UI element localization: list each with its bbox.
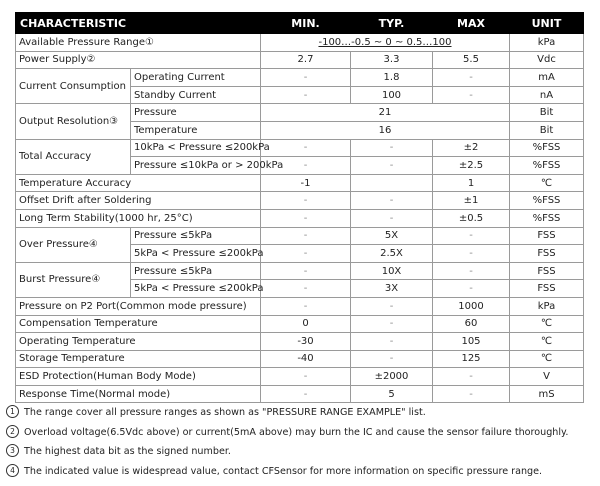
max-p2-port: 1000 xyxy=(433,297,510,315)
footnote-text-2: Overload voltage(6.5Vdc above) or current(5mA above) may burn the IC and cause the sensor failure thoroughly. xyxy=(24,426,569,438)
label-resolution-temperature: Temperature xyxy=(131,121,261,139)
footnote-number-1: 1 xyxy=(6,405,19,418)
label-total-accuracy-a: 10kPa < Pressure ≤200kPa xyxy=(131,139,261,157)
max-compensation-temperature: 60 xyxy=(433,315,510,333)
label-over-pressure-a: Pressure ≤5kPa xyxy=(131,227,261,245)
max-total-accuracy-a: ±2 xyxy=(433,139,510,157)
footnote-number-3: 3 xyxy=(6,444,19,457)
footnote-number-4: 4 xyxy=(6,464,19,477)
row-available-pressure-range xyxy=(16,34,584,52)
value-resolution-pressure: 21 xyxy=(261,104,510,122)
typ-total-accuracy-a: - xyxy=(351,139,433,157)
header-min: MIN. xyxy=(261,13,351,34)
footnote-text-1: The range cover all pressure ranges as shown as "PRESSURE RANGE EXAMPLE" list. xyxy=(24,407,426,418)
max-over-pressure-b: - xyxy=(433,245,510,263)
label-over-pressure-b: 5kPa < Pressure ≤200kPa xyxy=(131,245,261,263)
unit-burst-pressure-a: FSS xyxy=(510,262,584,280)
unit-resolution-temperature: Bit xyxy=(510,121,584,139)
typ-standby-current: 100 xyxy=(351,86,433,104)
min-operating-current: - xyxy=(261,69,351,87)
max-burst-pressure-b: - xyxy=(433,280,510,298)
min-temperature-accuracy: -1 xyxy=(261,174,351,192)
min-p2-port: - xyxy=(261,297,351,315)
label-response-time: Response Time(Normal mode) xyxy=(16,385,261,403)
row-operating-temperature xyxy=(16,333,584,351)
label-operating-temperature: Operating Temperature xyxy=(16,333,261,351)
typ-burst-pressure-a: 10X xyxy=(351,262,433,280)
label-burst-pressure: Burst Pressure④ xyxy=(16,262,131,297)
typ-operating-temperature: - xyxy=(351,333,433,351)
min-burst-pressure-a: - xyxy=(261,262,351,280)
min-storage-temperature: -40 xyxy=(261,350,351,368)
label-standby-current: Standby Current xyxy=(131,86,261,104)
min-esd-protection: - xyxy=(261,368,351,386)
typ-compensation-temperature: - xyxy=(351,315,433,333)
min-total-accuracy-b: - xyxy=(261,157,351,175)
max-esd-protection: - xyxy=(433,368,510,386)
table-header-row xyxy=(16,13,584,34)
min-compensation-temperature: 0 xyxy=(261,315,351,333)
max-operating-current: - xyxy=(433,69,510,87)
min-over-pressure-a: - xyxy=(261,227,351,245)
typ-burst-pressure-b: 3X xyxy=(351,280,433,298)
footnote-text-3: The highest data bit as the signed number. xyxy=(24,446,231,457)
label-total-accuracy: Total Accuracy xyxy=(16,139,131,174)
typ-power-supply: 3.3 xyxy=(351,51,433,69)
unit-storage-temperature: ℃ xyxy=(510,350,584,368)
typ-over-pressure-b: 2.5X xyxy=(351,245,433,263)
min-total-accuracy-a: - xyxy=(261,139,351,157)
label-compensation-temperature: Compensation Temperature xyxy=(16,315,261,333)
min-burst-pressure-b: - xyxy=(261,280,351,298)
label-output-resolution: Output Resolution③ xyxy=(16,104,131,139)
max-standby-current: - xyxy=(433,86,510,104)
max-burst-pressure-a: - xyxy=(433,262,510,280)
label-power-supply: Power Supply② xyxy=(16,51,261,69)
unit-operating-temperature: ℃ xyxy=(510,333,584,351)
unit-esd-protection: V xyxy=(510,368,584,386)
unit-over-pressure-a: FSS xyxy=(510,227,584,245)
unit-standby-current: nA xyxy=(510,86,584,104)
row-offset-drift xyxy=(16,192,584,210)
unit-total-accuracy-a: %FSS xyxy=(510,139,584,157)
min-over-pressure-b: - xyxy=(261,245,351,263)
row-resolution-pressure xyxy=(16,104,584,122)
min-response-time: - xyxy=(261,385,351,403)
value-available-pressure-range: -100…-0.5 ~ 0 ~ 0.5…100 xyxy=(261,34,510,52)
label-available-pressure-range: Available Pressure Range① xyxy=(16,34,261,52)
unit-p2-port: kPa xyxy=(510,297,584,315)
label-temperature-accuracy: Temperature Accuracy xyxy=(16,174,261,192)
typ-p2-port: - xyxy=(351,297,433,315)
unit-operating-current: mA xyxy=(510,69,584,87)
label-resolution-pressure: Pressure xyxy=(131,104,261,122)
typ-temperature-accuracy xyxy=(351,174,433,192)
unit-temperature-accuracy: ℃ xyxy=(510,174,584,192)
typ-response-time: 5 xyxy=(351,385,433,403)
max-operating-temperature: 105 xyxy=(433,333,510,351)
typ-storage-temperature: - xyxy=(351,350,433,368)
typ-esd-protection: ±2000 xyxy=(351,368,433,386)
unit-resolution-pressure: Bit xyxy=(510,104,584,122)
header-max: MAX xyxy=(433,13,510,34)
typ-over-pressure-a: 5X xyxy=(351,227,433,245)
max-long-term-stability: ±0.5 xyxy=(433,209,510,227)
row-temperature-accuracy xyxy=(16,174,584,192)
footnote-2 xyxy=(6,423,596,443)
min-long-term-stability: - xyxy=(261,209,351,227)
label-p2-port: Pressure on P2 Port(Common mode pressure) xyxy=(16,297,261,315)
footnote-text-4: The indicated value is widespread value, contact CFSensor for more information on specific pressure range. xyxy=(24,465,543,477)
unit-over-pressure-b: FSS xyxy=(510,245,584,263)
typ-total-accuracy-b: - xyxy=(351,157,433,175)
unit-offset-drift: %FSS xyxy=(510,192,584,210)
min-operating-temperature: -30 xyxy=(261,333,351,351)
typ-operating-current: 1.8 xyxy=(351,69,433,87)
row-total-accuracy-a xyxy=(16,139,584,157)
header-characteristic: CHARACTERISTIC xyxy=(16,13,261,34)
min-standby-current: - xyxy=(261,86,351,104)
footnote-1 xyxy=(6,403,596,423)
min-power-supply: 2.7 xyxy=(261,51,351,69)
typ-offset-drift: - xyxy=(351,192,433,210)
row-storage-temperature xyxy=(16,350,584,368)
label-storage-temperature: Storage Temperature xyxy=(16,350,261,368)
label-esd-protection: ESD Protection(Human Body Mode) xyxy=(16,368,261,386)
min-offset-drift: - xyxy=(261,192,351,210)
row-long-term-stability xyxy=(16,209,584,227)
row-power-supply xyxy=(16,51,584,69)
unit-burst-pressure-b: FSS xyxy=(510,280,584,298)
unit-power-supply: Vdc xyxy=(510,51,584,69)
row-burst-pressure-a xyxy=(16,262,584,280)
footnotes xyxy=(6,403,596,481)
max-storage-temperature: 125 xyxy=(433,350,510,368)
label-current-consumption: Current Consumption xyxy=(16,69,131,104)
characteristics-table xyxy=(15,12,584,403)
unit-total-accuracy-b: %FSS xyxy=(510,157,584,175)
row-compensation-temperature xyxy=(16,315,584,333)
label-total-accuracy-b: Pressure ≤10kPa or > 200kPa xyxy=(131,157,261,175)
footnote-3 xyxy=(6,442,596,462)
unit-available-pressure-range: kPa xyxy=(510,34,584,52)
footnote-number-2: 2 xyxy=(6,425,19,438)
label-long-term-stability: Long Term Stability(1000 hr, 25°C) xyxy=(16,209,261,227)
max-over-pressure-a: - xyxy=(433,227,510,245)
row-response-time xyxy=(16,385,584,403)
row-operating-current xyxy=(16,69,584,87)
max-temperature-accuracy: 1 xyxy=(433,174,510,192)
label-offset-drift: Offset Drift after Soldering xyxy=(16,192,261,210)
unit-compensation-temperature: ℃ xyxy=(510,315,584,333)
row-esd-protection xyxy=(16,368,584,386)
label-burst-pressure-a: Pressure ≤5kPa xyxy=(131,262,261,280)
max-response-time: - xyxy=(433,385,510,403)
max-offset-drift: ±1 xyxy=(433,192,510,210)
footnote-4 xyxy=(6,462,596,482)
label-over-pressure: Over Pressure④ xyxy=(16,227,131,262)
value-resolution-temperature: 16 xyxy=(261,121,510,139)
label-burst-pressure-b: 5kPa < Pressure ≤200kPa xyxy=(131,280,261,298)
unit-long-term-stability: %FSS xyxy=(510,209,584,227)
typ-long-term-stability: - xyxy=(351,209,433,227)
label-operating-current: Operating Current xyxy=(131,69,261,87)
unit-response-time: mS xyxy=(510,385,584,403)
max-total-accuracy-b: ±2.5 xyxy=(433,157,510,175)
row-p2-port xyxy=(16,297,584,315)
header-unit: UNIT xyxy=(510,13,584,34)
max-power-supply: 5.5 xyxy=(433,51,510,69)
row-over-pressure-a xyxy=(16,227,584,245)
header-typ: TYP. xyxy=(351,13,433,34)
